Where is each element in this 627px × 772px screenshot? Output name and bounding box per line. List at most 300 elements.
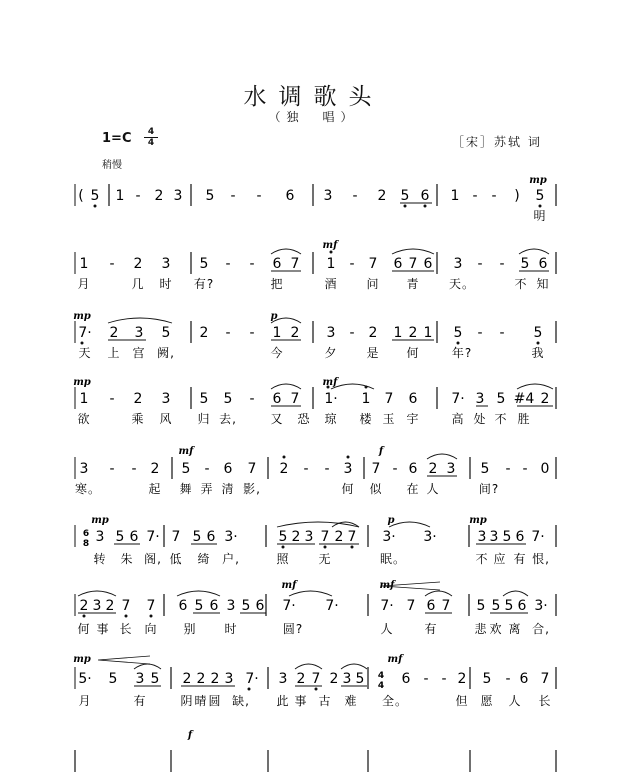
note: 3 — [477, 529, 487, 545]
lyric: 楼 — [359, 412, 373, 426]
dynamic-marking: mf — [281, 580, 297, 591]
meter-bottom: 4 — [147, 138, 155, 148]
dynamic-marking: f — [187, 730, 193, 741]
note: 7· — [282, 598, 296, 614]
note: 5 — [355, 671, 365, 687]
note: 3 — [95, 529, 105, 545]
lyric: 向 — [144, 622, 158, 636]
lyric: 圆? — [282, 622, 304, 636]
note: 5 — [520, 256, 530, 272]
line-meter-bottom: 4 — [377, 681, 385, 691]
slur — [389, 522, 430, 527]
note: 6 — [272, 256, 282, 272]
lyric: 问 — [366, 277, 380, 291]
dash-note: - — [349, 325, 355, 341]
note: 2 — [109, 325, 119, 341]
note: 6 — [408, 461, 418, 477]
note: 5 — [482, 671, 492, 687]
lyric: 处 — [473, 412, 487, 426]
slur — [341, 664, 367, 669]
dynamic-marking: f — [378, 446, 384, 457]
note: 6 — [426, 598, 436, 614]
note: 7 — [320, 529, 330, 545]
lyric: 乘 — [131, 412, 145, 426]
lyric: 归 — [197, 412, 211, 426]
note: 6 — [408, 391, 418, 407]
lyric: 别 — [183, 622, 197, 636]
note: 5 — [108, 671, 118, 687]
dash-note: - — [249, 325, 255, 341]
lyric: 阴 — [180, 694, 194, 708]
lyric: 晴 — [194, 694, 208, 708]
note: 5 — [453, 325, 463, 341]
lyric: 人 — [426, 482, 440, 496]
note: 7 — [146, 598, 156, 614]
note: 5 — [115, 529, 125, 545]
note: 3 — [343, 461, 353, 477]
dynamic-marking: mp — [529, 175, 547, 186]
lyric: 玉 — [382, 412, 396, 426]
note: 6 — [206, 529, 216, 545]
lyric: 何 — [406, 346, 420, 360]
dash-note: - — [499, 256, 505, 272]
note: 3 — [489, 529, 499, 545]
slur — [517, 384, 553, 389]
dash-note: - — [505, 671, 511, 687]
dash-note: - — [491, 188, 497, 204]
high-dot — [347, 456, 350, 459]
note: 7· — [146, 529, 160, 545]
lyric: 长 — [538, 694, 552, 708]
note: 3 — [304, 529, 314, 545]
note: 5 — [480, 461, 490, 477]
lyric: 舞 — [179, 482, 193, 496]
note: 5 — [205, 188, 215, 204]
lyric: 是 — [366, 346, 380, 360]
slur — [271, 384, 301, 389]
dash-note: - — [109, 256, 115, 272]
line-meter-top: 6 — [82, 529, 90, 539]
lyric: 人 — [380, 622, 394, 636]
slur — [271, 249, 301, 254]
note: 1 — [361, 391, 371, 407]
note: 7· — [325, 598, 339, 614]
lyric: 此 — [276, 694, 290, 708]
dash-note: - — [522, 461, 528, 477]
note: 3 — [134, 325, 144, 341]
dash-note: - — [249, 256, 255, 272]
lyric: 我 — [531, 346, 545, 360]
slur — [295, 664, 322, 669]
note: 6 — [178, 598, 188, 614]
lyric: 宇 — [406, 412, 420, 426]
low-dot — [248, 688, 251, 691]
note: 2 — [334, 529, 344, 545]
note: ) — [514, 188, 520, 204]
note: 5 — [535, 188, 545, 204]
lyric: 月 — [78, 694, 92, 708]
lyric: 今 — [270, 346, 284, 360]
note: 7 — [247, 461, 257, 477]
dynamic-marking: mf — [387, 654, 403, 665]
lyric: 天 — [78, 346, 92, 360]
note: 3 — [226, 598, 236, 614]
low-dot — [537, 342, 540, 345]
note: 7 — [441, 598, 451, 614]
lyric: 影, — [243, 482, 261, 496]
note: 5 — [199, 256, 209, 272]
slur — [289, 591, 332, 596]
note: 6 — [223, 461, 233, 477]
low-dot — [81, 342, 84, 345]
note: 2 — [210, 671, 220, 687]
low-dot — [404, 205, 407, 208]
meter-top: 4 — [147, 127, 155, 137]
note: 7 — [368, 256, 378, 272]
dash-note: - — [505, 461, 511, 477]
note: 1 — [79, 391, 89, 407]
lyric: 时 — [159, 277, 173, 291]
slur — [108, 318, 172, 323]
lyric: 阙, — [157, 346, 175, 360]
note: 3· — [423, 529, 437, 545]
lyric: 风 — [159, 412, 173, 426]
note: 2 — [133, 391, 143, 407]
note: 7 — [408, 256, 418, 272]
note: 7· — [78, 325, 92, 341]
note: 6 — [129, 529, 139, 545]
song-subtitle: （独 唱） — [268, 110, 359, 124]
note: 7 — [290, 391, 300, 407]
dynamic-marking: mf — [322, 240, 338, 251]
lyric: 不 — [475, 552, 489, 566]
lyric: 弄 — [200, 482, 214, 496]
note: 5 — [194, 598, 204, 614]
dash-note: - — [349, 256, 355, 272]
note: 1 — [272, 325, 282, 341]
note: 3 — [342, 671, 352, 687]
note: 5 — [502, 529, 512, 545]
lyric: 何 — [341, 482, 355, 496]
note: #4 — [513, 391, 535, 407]
lyric: 合, — [532, 622, 550, 636]
note: 7 — [540, 671, 550, 687]
lyric: 天。 — [448, 277, 476, 291]
note: 2 — [408, 325, 418, 341]
note: 7 — [384, 391, 394, 407]
lyric: 绮 — [197, 552, 211, 566]
dynamic-marking: mf — [379, 580, 395, 591]
lyric: 酒 — [324, 277, 338, 291]
lyric: 欲 — [77, 412, 91, 426]
dynamic-marking: mp — [91, 515, 109, 526]
lyric: 人 — [508, 694, 522, 708]
note: 2 — [154, 188, 164, 204]
low-dot — [282, 546, 285, 549]
low-dot — [351, 546, 354, 549]
dash-note: - — [204, 461, 210, 477]
lyric: 事 — [294, 694, 308, 708]
lyric: 起 — [148, 482, 162, 496]
lyric: 难 — [344, 694, 358, 708]
lyric: 愿 — [480, 694, 494, 708]
note: 5 — [400, 188, 410, 204]
lyric: 无 — [318, 552, 332, 566]
lyric: 高 — [451, 412, 465, 426]
note: 6 — [420, 188, 430, 204]
note: 6 — [517, 598, 527, 614]
note: 3 — [135, 671, 145, 687]
note: 1 — [393, 325, 403, 341]
low-dot — [539, 205, 542, 208]
note: 5 — [181, 461, 191, 477]
note: 7 — [406, 598, 416, 614]
line-meter-top: 4 — [377, 671, 385, 681]
dash-note: - — [109, 391, 115, 407]
lyric: 知 — [536, 277, 550, 291]
dash-note: - — [256, 188, 262, 204]
note: 3 — [446, 461, 456, 477]
dash-note: - — [441, 671, 447, 687]
note: 5 — [199, 391, 209, 407]
lyric: 琼 — [324, 412, 338, 426]
lyric: 事 — [96, 622, 110, 636]
lyric: 低 — [169, 552, 183, 566]
lyric: 清 — [221, 482, 235, 496]
note: 5 — [496, 391, 506, 407]
high-dot — [283, 456, 286, 459]
lyric: 离 — [508, 622, 522, 636]
note: 3 — [79, 461, 89, 477]
lyric: 去, — [219, 412, 237, 426]
note: 2 — [133, 256, 143, 272]
dash-note: - — [423, 671, 429, 687]
crescendo-hairpin — [98, 656, 150, 664]
lyric: 圆 — [208, 694, 222, 708]
note: 7· — [531, 529, 545, 545]
lyric: 年? — [451, 346, 473, 360]
note: 7 — [311, 671, 321, 687]
note: 6 — [401, 671, 411, 687]
note: 2 — [377, 188, 387, 204]
note: 2 — [79, 598, 89, 614]
lyric: 户, — [222, 552, 240, 566]
note: 3 — [475, 391, 485, 407]
low-dot — [457, 342, 460, 345]
lyric: 几 — [131, 277, 145, 291]
dynamic-marking: mp — [469, 515, 487, 526]
note: 2 — [105, 598, 115, 614]
note: 7· — [380, 598, 394, 614]
lyric: 恐 — [297, 412, 311, 426]
note: 2 — [199, 325, 209, 341]
low-dot — [150, 615, 153, 618]
note: ( — [78, 188, 84, 204]
slur — [392, 249, 434, 254]
note: 2 — [150, 461, 160, 477]
dash-note: - — [477, 325, 483, 341]
note: 2 — [296, 671, 306, 687]
dash-note: - — [477, 256, 483, 272]
note: 2 — [428, 461, 438, 477]
lyric: 应 — [493, 552, 507, 566]
slur — [425, 591, 452, 596]
lyric: 寒。 — [74, 482, 102, 496]
dash-note: - — [352, 188, 358, 204]
slur — [519, 249, 549, 254]
lyric: 夕 — [324, 346, 338, 360]
lyric: 有 — [133, 694, 147, 708]
lyric: 朱 — [120, 552, 134, 566]
note: 3 — [453, 256, 463, 272]
dynamic-marking: mp — [73, 377, 91, 388]
note: 1 — [450, 188, 460, 204]
note: 2 — [279, 461, 289, 477]
note: 6 — [519, 671, 529, 687]
lyric: 有? — [193, 277, 215, 291]
lyric: 有 — [513, 552, 527, 566]
note: 5 — [223, 391, 233, 407]
note: 5 — [278, 529, 288, 545]
key-signature: 1=C — [102, 131, 132, 146]
tempo-marking: 稍慢 — [102, 160, 122, 171]
note: 1 — [423, 325, 433, 341]
note: 3 — [161, 391, 171, 407]
lyric: 把 — [270, 277, 284, 291]
dynamic-marking: mp — [73, 654, 91, 665]
dash-note: - — [225, 325, 231, 341]
slur — [177, 591, 220, 596]
lyric: 欢 — [489, 622, 503, 636]
slur — [78, 591, 116, 596]
low-dot — [315, 688, 318, 691]
dash-note: - — [392, 461, 398, 477]
note: 5 — [192, 529, 202, 545]
note: 5 — [533, 325, 543, 341]
lyric: 转 — [93, 552, 107, 566]
note: 2 — [368, 325, 378, 341]
note: 3 — [92, 598, 102, 614]
note: 2 — [196, 671, 206, 687]
lyric: 照 — [276, 552, 290, 566]
note: 6 — [515, 529, 525, 545]
note: 7· — [245, 671, 259, 687]
slur — [427, 454, 457, 459]
note: 2 — [540, 391, 550, 407]
dash-note: - — [109, 461, 115, 477]
note: 7· — [451, 391, 465, 407]
dash-note: - — [249, 391, 255, 407]
note: 1 — [326, 256, 336, 272]
lyric: 不 — [494, 412, 508, 426]
dash-note: - — [131, 461, 137, 477]
note: 6 — [209, 598, 219, 614]
lyric: 胜 — [517, 412, 531, 426]
lyric: 在 — [406, 482, 420, 496]
note: 3 — [161, 256, 171, 272]
dash-note: - — [303, 461, 309, 477]
dash-note: - — [324, 461, 330, 477]
note: 3 — [173, 188, 183, 204]
note: 7 — [371, 461, 381, 477]
note: 5 — [150, 671, 160, 687]
note: 5 — [491, 598, 501, 614]
lyric: 又 — [270, 412, 284, 426]
note: 5 — [504, 598, 514, 614]
note: 1· — [324, 391, 338, 407]
note: 6 — [393, 256, 403, 272]
slur — [134, 664, 161, 669]
lyric: 时 — [224, 622, 238, 636]
dynamic-marking: mf — [178, 446, 194, 457]
dynamic-marking: mp — [73, 311, 91, 322]
lyric: 间? — [478, 482, 500, 496]
note: 3 — [323, 188, 333, 204]
lyric: 宫 — [132, 346, 146, 360]
low-dot — [125, 615, 128, 618]
note: 3· — [224, 529, 238, 545]
dash-note: - — [472, 188, 478, 204]
note: 1 — [115, 188, 125, 204]
note: 7 — [121, 598, 131, 614]
dash-note: - — [135, 188, 141, 204]
note: 3· — [382, 529, 396, 545]
note: 5· — [78, 671, 92, 687]
note: 6 — [255, 598, 265, 614]
dash-note: - — [225, 256, 231, 272]
author-credit: ［宋］苏轼 词 — [452, 135, 542, 149]
lyric: 缺, — [232, 694, 250, 708]
low-dot — [424, 205, 427, 208]
note: 5 — [161, 325, 171, 341]
note: 2 — [457, 671, 467, 687]
dynamic-marking: mf — [322, 377, 338, 388]
note: 6 — [423, 256, 433, 272]
note: 5 — [476, 598, 486, 614]
lyric: 全。 — [381, 694, 409, 708]
low-dot — [83, 615, 86, 618]
lyric: 悲 — [474, 622, 488, 636]
note: 3 — [278, 671, 288, 687]
lyric: 上 — [107, 346, 121, 360]
lyric: 阁, — [144, 552, 162, 566]
note: 2 — [182, 671, 192, 687]
note: 7 — [347, 529, 357, 545]
note: 6 — [538, 256, 548, 272]
lyric: 恨, — [532, 552, 550, 566]
line-meter-bottom: 8 — [82, 539, 90, 549]
lyric: 长 — [119, 622, 133, 636]
dynamic-marking: p — [387, 515, 395, 526]
note: 3· — [534, 598, 548, 614]
slur — [503, 591, 528, 596]
note: 5 — [90, 188, 100, 204]
lyric: 古 — [318, 694, 332, 708]
note: 2 — [291, 529, 301, 545]
lyric: 不 — [514, 277, 528, 291]
note: 6 — [285, 188, 295, 204]
low-dot — [94, 205, 97, 208]
note: 3 — [326, 325, 336, 341]
note: 0 — [540, 461, 550, 477]
low-dot — [324, 546, 327, 549]
note: 7 — [290, 256, 300, 272]
lyric: 月 — [77, 277, 91, 291]
slur — [277, 522, 359, 527]
note: 3 — [224, 671, 234, 687]
note: 1 — [79, 256, 89, 272]
lyric: 何 — [77, 622, 91, 636]
